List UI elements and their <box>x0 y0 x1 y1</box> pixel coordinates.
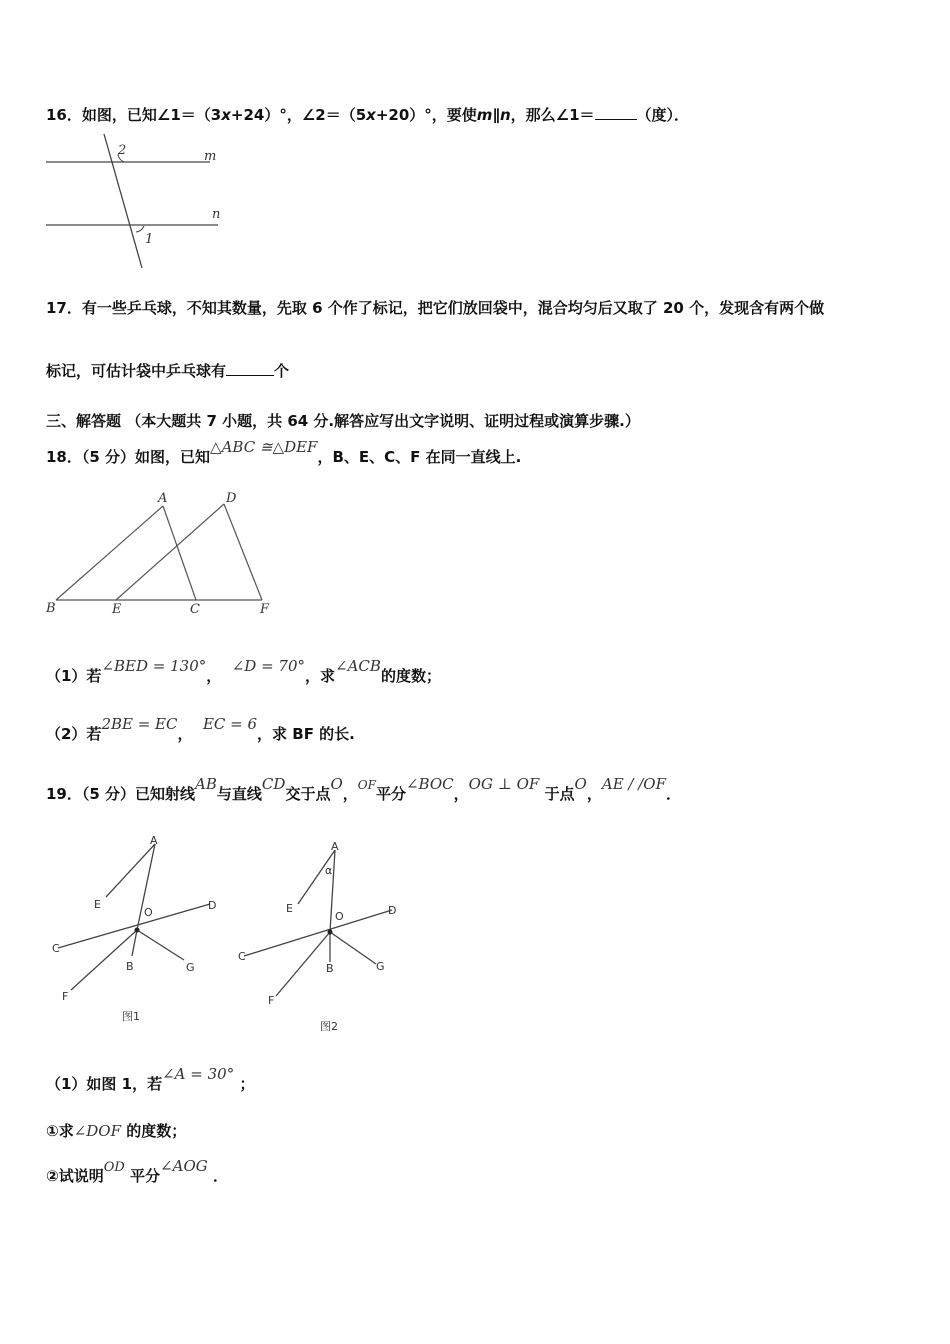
math-expr: O <box>330 775 343 793</box>
q19-sub1 <box>46 1120 186 1141</box>
label-o: O <box>144 906 153 919</box>
math-expr: OF <box>357 778 376 792</box>
q16-var: x <box>366 106 376 124</box>
q16-seg: 16．如图，已知∠1＝（3 <box>46 106 222 124</box>
q19-seg: 与直线 <box>216 785 262 803</box>
label-e: E <box>94 898 101 911</box>
q19-seg: ②试说明 <box>46 1167 104 1185</box>
label-d: D <box>388 904 397 917</box>
q18-seg: （2）若 <box>46 725 102 743</box>
q19-seg: 19．（5 分）已知射线 <box>46 785 196 803</box>
label-f: F <box>260 602 270 617</box>
label-a: A <box>158 491 168 506</box>
math-expr: 2BE = EC <box>101 715 178 733</box>
label-c: C <box>190 602 200 617</box>
line-ac <box>163 506 196 600</box>
ray-ae <box>106 844 155 897</box>
label-a: A <box>331 840 339 853</box>
q19-seg: ①求 <box>46 1122 74 1140</box>
q16-seg: ，那么∠1＝ <box>510 106 595 124</box>
math-expr: AE / /OF <box>601 775 666 793</box>
q16-var: n <box>499 106 511 124</box>
angle-1-arc <box>136 226 144 232</box>
q19-seg: ， <box>586 785 602 803</box>
line-df <box>224 504 262 600</box>
q18-seg: 18．（5 分）如图，已知 <box>46 448 211 466</box>
q18-seg: 的度数； <box>380 667 441 685</box>
q18-seg: ，求 BF 的长. <box>257 725 355 743</box>
math-expr: ∠A = 30° <box>162 1065 235 1083</box>
label-d: D <box>208 899 217 912</box>
label-c: C <box>238 950 246 963</box>
label-f: F <box>62 990 69 1003</box>
q19-seg: ； <box>239 1075 255 1093</box>
q17-line1: 17．有一些乒乓球，不知其数量，先取 6 个作了标记，把它们放回袋中，混合均匀后又取了 20 个，发现含有两个做 <box>46 299 825 317</box>
q18-figure <box>40 488 280 618</box>
q19-seg: ． <box>212 1167 228 1185</box>
line-ba <box>56 506 163 600</box>
line-ed <box>116 504 224 600</box>
label-1: 1 <box>145 232 154 247</box>
point-o <box>135 928 140 933</box>
math-expr: CD <box>261 775 286 793</box>
q17-line2 <box>46 360 289 381</box>
answer-blank <box>595 105 637 120</box>
ray-og <box>137 930 184 960</box>
answer-blank <box>226 361 274 376</box>
line-cd <box>58 904 210 948</box>
label-n: n <box>212 207 221 222</box>
q19-figure2 <box>232 838 412 1034</box>
label-b: B <box>126 960 134 973</box>
point-o <box>328 930 333 935</box>
q17-seg: 标记，可估计袋中乒乓球有 <box>46 362 227 380</box>
label-d: D <box>226 491 237 506</box>
q19-seg: 平分 <box>130 1167 161 1185</box>
figure-caption: 图1 <box>122 1010 140 1023</box>
math-expr: AB <box>195 775 217 793</box>
q19-figure1 <box>44 832 224 1028</box>
q18-part2 <box>46 715 355 744</box>
q16-seg: +24）°，∠2＝（5 <box>230 106 367 124</box>
q18-seg: ，B、E、C、F 在同一直线上. <box>317 448 522 466</box>
q19-seg: 交于点 <box>285 785 331 803</box>
q18-seg: （1）若 <box>46 667 102 685</box>
math-expr: ∠ACB <box>335 657 381 675</box>
math-expr: O <box>574 775 587 793</box>
q16-figure <box>40 130 230 272</box>
label-g: G <box>186 961 195 974</box>
q16-text <box>46 104 689 125</box>
q18-seg: ， <box>206 667 222 685</box>
label-g: G <box>376 960 385 973</box>
math-expr: △ABC ≅△DEF <box>210 438 318 456</box>
label-a: A <box>150 834 158 847</box>
math-expr: OD <box>103 1160 125 1175</box>
ray-ae <box>298 850 335 904</box>
q16-seg: +20）°，要使 <box>375 106 477 124</box>
label-b: B <box>326 962 334 975</box>
math-expr: OG ⊥ OF <box>468 775 540 793</box>
label-e: E <box>286 902 293 915</box>
ray-og <box>330 932 376 964</box>
ray-of <box>276 932 330 996</box>
math-expr: ∠BOC <box>405 775 454 793</box>
q19-seg: 平分 <box>375 785 406 803</box>
q19-seg: （1）如图 1，若 <box>46 1075 163 1093</box>
math-expr: ∠D = 70° <box>231 657 306 675</box>
label-m: m <box>204 149 217 164</box>
q19-seg: ， <box>342 785 358 803</box>
q16-seg: ∥ <box>492 106 500 124</box>
q19-stem <box>46 775 682 804</box>
section-heading: 三、解答题 （本大题共 7 小题，共 64 分.解答应写出文字说明、证明过程或演算步骤.） <box>46 412 640 430</box>
math-expr: ∠DOF <box>73 1122 122 1140</box>
math-expr: EC = 6 <box>202 715 258 733</box>
q19-seg: 于点 <box>544 785 575 803</box>
label-c: C <box>52 942 60 955</box>
q19-seg: 的度数； <box>126 1122 187 1140</box>
math-expr: ∠BED = 130° <box>101 657 207 675</box>
q18-part1 <box>46 657 441 686</box>
label-e: E <box>112 602 122 617</box>
label-o: O <box>335 910 344 923</box>
q16-var: m <box>476 106 493 124</box>
q16-var: x <box>221 106 231 124</box>
label-alpha: α <box>325 864 333 877</box>
figure-caption: 图2 <box>320 1020 338 1033</box>
q18-stem <box>46 438 522 467</box>
label-f: F <box>268 994 275 1007</box>
label-2: 2 <box>118 143 127 158</box>
q19-seg: ， <box>453 785 469 803</box>
line-cd <box>244 910 392 956</box>
math-expr: ∠AOG <box>160 1157 208 1175</box>
q17-seg: 个 <box>274 362 290 380</box>
label-b: B <box>46 601 56 616</box>
q18-seg: ，求 <box>305 667 336 685</box>
q19-sub2 <box>46 1157 228 1186</box>
q19-part1 <box>46 1065 255 1094</box>
q16-seg: （度）． <box>636 106 690 124</box>
q19-seg: ． <box>666 785 682 803</box>
q18-seg: ， <box>177 725 193 743</box>
